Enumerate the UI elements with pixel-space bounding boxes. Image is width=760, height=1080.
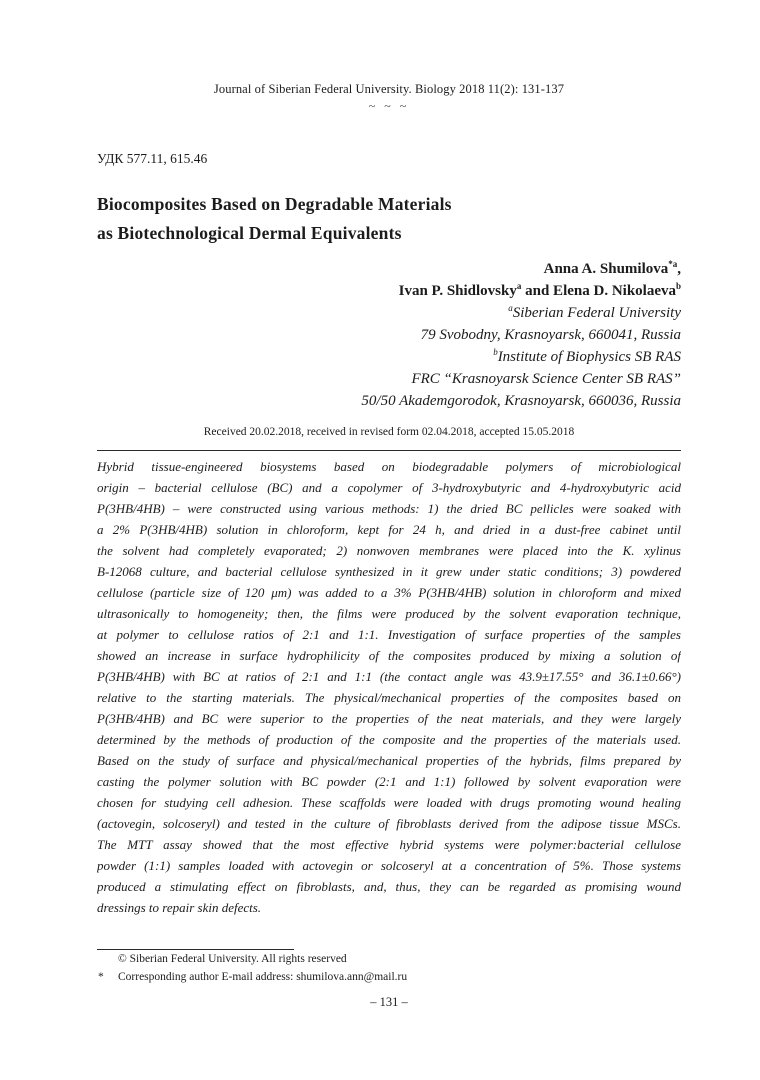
abstract-line: casting the polymer solution with BC powder (2:1 and 1:1) followed by solvent evaporation were: [97, 774, 681, 789]
abstract-line: P(3HB/4HB) and BC were superior to the properties of the neat materials, and they were largely: [97, 711, 681, 726]
footnote-asterisk-marker: *: [98, 971, 104, 983]
abstract-top-rule: [97, 450, 681, 451]
affiliation-line: 50/50 Akademgorodok, Krasnoyarsk, 660036, Russia: [361, 393, 681, 409]
abstract-line: relative to the starting materials. The physical/mechanical properties of the composites based on: [97, 690, 681, 705]
paper-title: [97, 190, 681, 248]
abstract-line: B-12068 culture, and bacterial cellulose synthesized in it grew under static conditions; 3) powdered: [97, 564, 681, 579]
abstract-line: at polymer to cellulose ratios of 2:1 and 1:1. Investigation of surface properties of the samples: [97, 627, 681, 642]
affiliation-line: $^a$Siberian Federal University: [508, 303, 681, 321]
paper-title-line-2: as Biotechnological Dermal Equivalents: [97, 223, 402, 243]
affiliation-line: 79 Svobodny, Krasnoyarsk, 660041, Russia: [420, 327, 681, 343]
corresponding-author-line: Corresponding author E-mail address: shumilova.ann@mail.ru: [118, 971, 408, 983]
affiliation-line: $^b$Institute of Biophysics SB RAS: [493, 347, 681, 365]
abstract-line: ultrasonically to homogeneity; then, the films were produced by the solvent evaporation technique,: [97, 606, 681, 621]
abstract-line: cellulose (particle size of 120 μm) was added to a 3% P(3HB/4HB) solution in chloroform and mixed: [97, 585, 681, 600]
abstract-line: chosen for studying cell adhesion. These scaffolds were loaded with drugs promoting wound healing: [97, 795, 681, 810]
abstract-line: Based on the study of surface and physical/mechanical properties of the hybrids, films prepared by: [97, 753, 681, 768]
affiliation-line: FRC “Krasnoyarsk Science Center SB RAS”: [411, 371, 681, 387]
abstract-line: The MTT assay showed that the most effective hybrid systems were polymer:bacterial cellulose: [97, 837, 681, 852]
copyright-line: © Siberian Federal University. All rights reserved: [118, 953, 347, 965]
abstract-line: determined by the methods of production of the composite and the properties of the materials used.: [97, 732, 681, 747]
abstract-line: powder (1:1) samples loaded with actovegin or solcoseryl at a concentration of 5%. Those systems: [97, 858, 681, 873]
abstract-line: P(3HB/4HB) – were constructed using various methods: 1) the dried BC pellicles were soaked with: [97, 501, 681, 516]
abstract-line: a 2% P(3HB/4HB) solution in chloroform, kept for 24 h, and dried in a dust-free cabinet until: [97, 522, 681, 537]
tilde-separator: ~ ~ ~: [368, 99, 410, 113]
journal-header-line: Journal of Siberian Federal University. Biology 2018 11(2): 131-137: [213, 82, 565, 96]
affiliations-block: [97, 302, 681, 412]
abstract-line: the solvent had completely evaporated; 2) nonwoven membranes were placed into the K. xylinus: [97, 543, 681, 558]
received-dates-line: Received 20.02.2018, received in revised form 02.04.2018, accepted 15.05.2018: [203, 426, 575, 438]
abstract-text: [97, 456, 681, 918]
abstract-line: produced a stimulating effect on fibroblasts, and, thus, they can be regarded as promising wound: [97, 879, 681, 894]
abstract-line: showed an increase in surface hydrophilicity of the composites produced by mixing a solution of: [97, 648, 681, 663]
footnote-rule: [97, 949, 294, 950]
abstract-line: (actovegin, solcoseryl) and tested in the culture of fibroblasts derived from the adipose tissue MSCs.: [97, 816, 681, 831]
author-line-2: Ivan P. Shidlovsky$^a$ and Elena D. Nikolaeva$^b$: [398, 281, 681, 299]
page-number: – 131 –: [370, 995, 408, 1009]
abstract-line: origin – bacterial cellulose (BC) and a copolymer of 3-hydroxybutyric and 4-hydroxybutyric acid: [97, 480, 681, 495]
abstract-line: dressings to repair skin defects.: [97, 900, 262, 915]
abstract-line: Hybrid tissue-engineered biosystems based on biodegradable polymers of microbiological: [97, 459, 681, 474]
author-line-1: Anna A. Shumilova$^{*a}$,: [543, 259, 681, 277]
udc-code: УДК 577.11, 615.46: [97, 151, 208, 166]
paper-title-line-1: Biocomposites Based on Degradable Materials: [97, 194, 452, 214]
authors-block: [97, 258, 681, 302]
abstract-line: P(3HB/4HB) with BC at ratios of 2:1 and 1:1 (the contact angle was 43.9±17.55° and 36.1±0.66°): [97, 669, 681, 684]
